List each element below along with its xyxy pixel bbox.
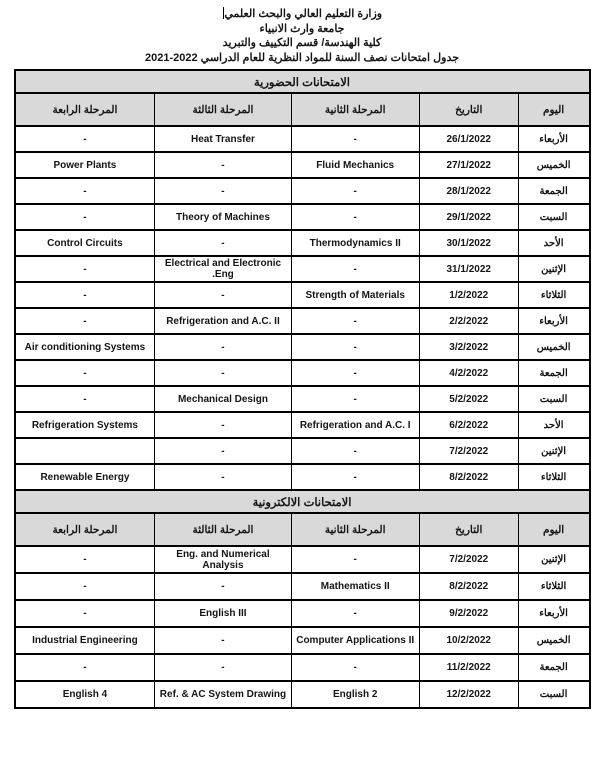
date-cell: 9/2/2022 [419, 600, 518, 627]
third-stage-subject-cell: - [155, 464, 291, 490]
third-stage-subject-cell: - [155, 282, 291, 308]
second-stage-subject-cell: - [291, 438, 419, 464]
second-stage-subject-cell: - [291, 256, 419, 282]
date-cell: 30/1/2022 [419, 230, 518, 256]
table-row [15, 282, 590, 308]
second-stage-subject-cell: - [291, 126, 419, 152]
second-stage-subject-cell: - [291, 308, 419, 334]
fourth-stage-subject-cell: - [15, 308, 155, 334]
section-title-electronic: الامتحانات الالكترونية [15, 490, 590, 513]
fourth-stage-subject-cell: - [15, 282, 155, 308]
third-stage-subject-cell: Ref. & AC System Drawing [155, 681, 291, 708]
third-stage-subject-cell: - [155, 573, 291, 600]
table-row [15, 627, 590, 654]
second-stage-subject-cell: Mathematics II [291, 573, 419, 600]
fourth-stage-subject-cell: - [15, 573, 155, 600]
header-line-schedule-title: جدول امتحانات نصف السنة للمواد النظرية للعام الدراسي 2022-2021 [144, 51, 460, 64]
second-stage-subject-cell: Thermodynamics II [291, 230, 419, 256]
day-cell: الثلاثاء [518, 282, 589, 308]
date-cell: 2/2/2022 [419, 308, 518, 334]
day-cell: الأربعاء [518, 308, 589, 334]
date-cell: 7/2/2022 [419, 438, 518, 464]
second-stage-subject-cell: - [291, 204, 419, 230]
day-cell: الخميس [518, 334, 589, 360]
second-stage-subject-cell: Refrigeration and A.C. I [291, 412, 419, 438]
electronic-exam-rows [15, 546, 590, 708]
exam-schedule-table [14, 69, 591, 709]
day-cell: الثلاثاء [518, 573, 589, 600]
date-cell: 31/1/2022 [419, 256, 518, 282]
fourth-stage-subject-cell: Power Plants [15, 152, 155, 178]
table-row [15, 386, 590, 412]
third-stage-subject-cell: - [155, 412, 291, 438]
third-stage-subject-cell: English III [155, 600, 291, 627]
day-cell: الأحد [518, 230, 589, 256]
day-cell: الجمعة [518, 360, 589, 386]
header-line-university: جامعة وارث الانبياء [259, 22, 345, 35]
header-line-college: كلية الهندسة/ قسم التكييف والتبريد [222, 37, 382, 49]
third-stage-subject-cell: - [155, 654, 291, 681]
third-stage-subject-cell: Eng. and Numerical Analysis [155, 546, 291, 573]
third-stage-subject-cell: Heat Transfer [155, 126, 291, 152]
fourth-stage-subject-cell: Industrial Engineering [15, 627, 155, 654]
table-row [15, 546, 590, 573]
third-stage-subject-cell: - [155, 438, 291, 464]
table-row [15, 230, 590, 256]
third-stage-subject-cell: Theory of Machines [155, 204, 291, 230]
second-stage-subject-cell: Fluid Mechanics [291, 152, 419, 178]
date-cell: 6/2/2022 [419, 412, 518, 438]
column-header-date: التاريخ [419, 93, 518, 126]
section-title-row [15, 70, 590, 93]
date-cell: 5/2/2022 [419, 386, 518, 412]
day-cell: الإثنين [518, 546, 589, 573]
third-stage-subject-cell: - [155, 334, 291, 360]
day-cell: الثلاثاء [518, 464, 589, 490]
ministry-text: وزارة التعليم العالي والبحث العلمي [224, 8, 383, 20]
date-cell: 4/2/2022 [419, 360, 518, 386]
date-cell: 12/2/2022 [419, 681, 518, 708]
date-cell: 27/1/2022 [419, 152, 518, 178]
second-stage-subject-cell: - [291, 386, 419, 412]
second-stage-subject-cell: - [291, 334, 419, 360]
column-header-second-stage: المرحلة الثانية [291, 93, 419, 126]
fourth-stage-subject-cell: - [15, 204, 155, 230]
second-stage-subject-cell: - [291, 360, 419, 386]
day-cell: السبت [518, 681, 589, 708]
fourth-stage-subject-cell [15, 438, 155, 464]
fourth-stage-subject-cell: Renewable Energy [15, 464, 155, 490]
column-header-day: اليوم [518, 513, 589, 546]
date-cell: 1/2/2022 [419, 282, 518, 308]
column-header-date: التاريخ [419, 513, 518, 546]
fourth-stage-subject-cell: English 4 [15, 681, 155, 708]
table-row [15, 600, 590, 627]
column-header-day: اليوم [518, 93, 589, 126]
column-header-row [15, 513, 590, 546]
fourth-stage-subject-cell: - [15, 178, 155, 204]
third-stage-subject-cell: Electrical and Electronic Eng. [155, 256, 291, 282]
second-stage-subject-cell: - [291, 178, 419, 204]
date-cell: 28/1/2022 [419, 178, 518, 204]
day-cell: الأربعاء [518, 126, 589, 152]
section-title-row [15, 490, 590, 513]
day-cell: الخميس [518, 152, 589, 178]
fourth-stage-subject-cell: - [15, 654, 155, 681]
fourth-stage-subject-cell: - [15, 386, 155, 412]
day-cell: الخميس [518, 627, 589, 654]
third-stage-subject-cell: - [155, 360, 291, 386]
third-stage-subject-cell: Refrigeration and A.C. II [155, 308, 291, 334]
fourth-stage-subject-cell: - [15, 360, 155, 386]
table-row [15, 654, 590, 681]
date-cell: 10/2/2022 [419, 627, 518, 654]
second-stage-subject-cell: - [291, 600, 419, 627]
table-row [15, 412, 590, 438]
section-title-in-person: الامتحانات الحضورية [15, 70, 590, 93]
day-cell: الإثنين [518, 256, 589, 282]
third-stage-subject-cell: - [155, 230, 291, 256]
table-row [15, 464, 590, 490]
day-cell: الأربعاء [518, 600, 589, 627]
day-cell: السبت [518, 204, 589, 230]
second-stage-subject-cell: Computer Applications II [291, 627, 419, 654]
third-stage-subject-cell: - [155, 627, 291, 654]
third-stage-subject-cell: - [155, 178, 291, 204]
section-header-in-person [15, 70, 590, 126]
column-header-third-stage: المرحلة الثالثة [155, 93, 291, 126]
header-line-ministry [0, 7, 604, 22]
table-row [15, 308, 590, 334]
date-cell: 29/1/2022 [419, 204, 518, 230]
fourth-stage-subject-cell: - [15, 546, 155, 573]
day-cell: السبت [518, 386, 589, 412]
date-cell: 11/2/2022 [419, 654, 518, 681]
table-row [15, 126, 590, 152]
date-cell: 3/2/2022 [419, 334, 518, 360]
table-row [15, 152, 590, 178]
second-stage-subject-cell: English 2 [291, 681, 419, 708]
third-stage-subject-cell: - [155, 152, 291, 178]
second-stage-subject-cell: - [291, 654, 419, 681]
table-row [15, 178, 590, 204]
second-stage-subject-cell: - [291, 464, 419, 490]
date-cell: 7/2/2022 [419, 546, 518, 573]
fourth-stage-subject-cell: Refrigeration Systems [15, 412, 155, 438]
day-cell: الجمعة [518, 654, 589, 681]
fourth-stage-subject-cell: Air conditioning Systems [15, 334, 155, 360]
fourth-stage-subject-cell: - [15, 256, 155, 282]
date-cell: 8/2/2022 [419, 464, 518, 490]
date-cell: 8/2/2022 [419, 573, 518, 600]
second-stage-subject-cell: Strength of Materials [291, 282, 419, 308]
column-header-fourth-stage: المرحلة الرابعة [15, 513, 155, 546]
table-row [15, 204, 590, 230]
column-header-fourth-stage: المرحلة الرابعة [15, 93, 155, 126]
column-header-second-stage: المرحلة الثانية [291, 513, 419, 546]
column-header-row [15, 93, 590, 126]
document-header [0, 0, 604, 65]
in-person-exam-rows [15, 126, 590, 490]
day-cell: الأحد [518, 412, 589, 438]
third-stage-subject-cell: Mechanical Design [155, 386, 291, 412]
day-cell: الجمعة [518, 178, 589, 204]
fourth-stage-subject-cell: Control Circuits [15, 230, 155, 256]
second-stage-subject-cell: - [291, 546, 419, 573]
fourth-stage-subject-cell: - [15, 600, 155, 627]
column-header-third-stage: المرحلة الثالثة [155, 513, 291, 546]
table-row [15, 360, 590, 386]
table-row [15, 256, 590, 282]
day-cell: الإثنين [518, 438, 589, 464]
table-row [15, 334, 590, 360]
table-row [15, 573, 590, 600]
table-row [15, 681, 590, 708]
date-cell: 26/1/2022 [419, 126, 518, 152]
fourth-stage-subject-cell: - [15, 126, 155, 152]
table-row [15, 438, 590, 464]
section-header-electronic [15, 490, 590, 546]
